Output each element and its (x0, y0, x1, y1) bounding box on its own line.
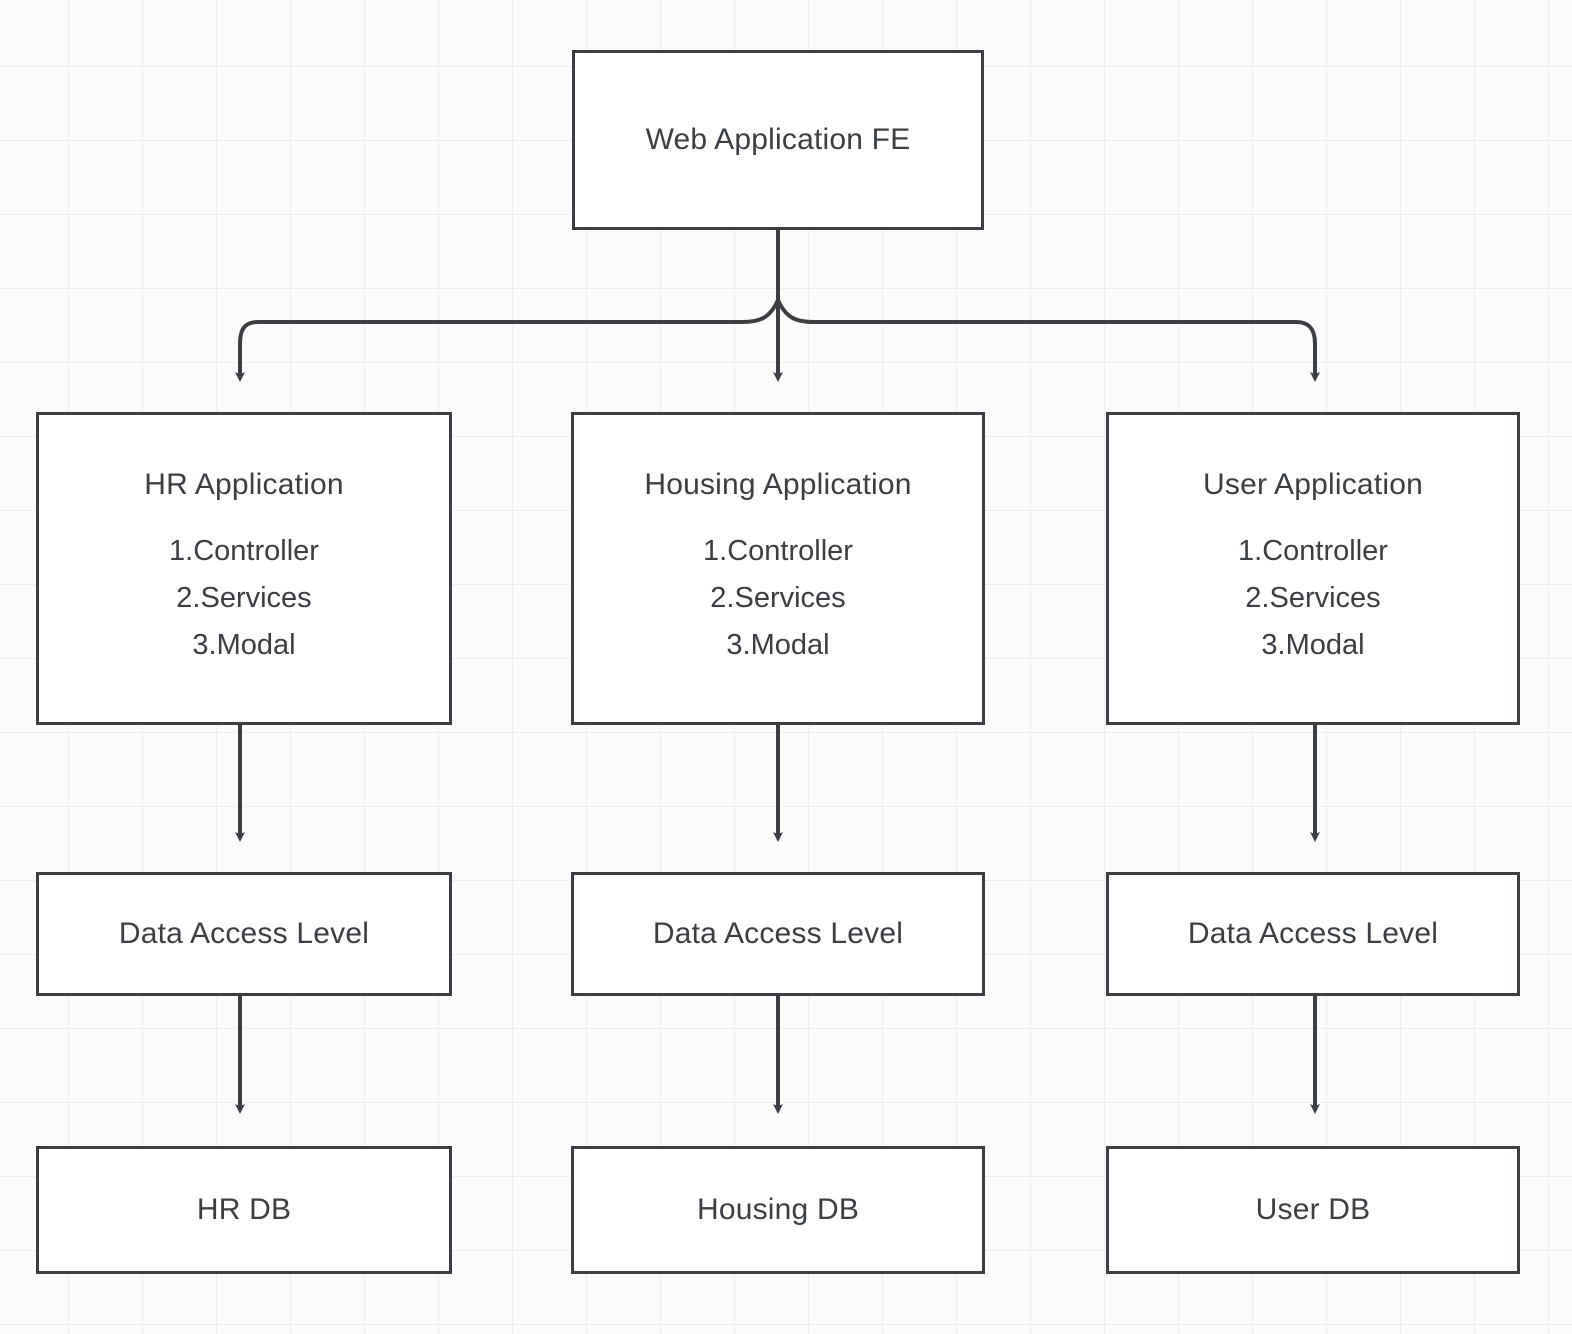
node-housing-application[interactable] (571, 412, 985, 725)
node-detail-list (169, 528, 319, 669)
node-web-application-fe[interactable] (572, 50, 984, 230)
node-title: User DB (1255, 1192, 1371, 1226)
node-detail-item: 1.Controller (1238, 535, 1388, 568)
node-hr-db[interactable] (36, 1146, 452, 1274)
node-detail-list (1238, 528, 1388, 669)
node-title: HR Application (144, 467, 344, 501)
node-user-data-access-level[interactable] (1106, 872, 1520, 996)
node-housing-db[interactable] (571, 1146, 985, 1274)
node-detail-item: 2.Services (710, 582, 846, 615)
node-title: Data Access Level (652, 916, 904, 950)
node-detail-item: 1.Controller (169, 535, 319, 568)
node-user-db[interactable] (1106, 1146, 1520, 1274)
node-title: Housing Application (644, 467, 912, 501)
node-detail-item: 2.Services (176, 582, 312, 615)
node-title: HR DB (196, 1192, 292, 1226)
node-title: User Application (1203, 467, 1423, 501)
node-title: Data Access Level (1187, 916, 1439, 950)
node-hr-application[interactable] (36, 412, 452, 725)
node-detail-item: 2.Services (1245, 582, 1381, 615)
node-title: Web Application FE (645, 122, 911, 156)
node-hr-data-access-level[interactable] (36, 872, 452, 996)
node-detail-item: 3.Modal (726, 629, 830, 662)
node-detail-item: 3.Modal (192, 629, 296, 662)
node-detail-item: 3.Modal (1261, 629, 1365, 662)
node-housing-data-access-level[interactable] (571, 872, 985, 996)
node-detail-list (703, 528, 853, 669)
edge-fe-to-user (778, 300, 1315, 378)
node-user-application[interactable] (1106, 412, 1520, 725)
edge-fe-to-hr (240, 300, 778, 378)
node-title: Housing DB (696, 1192, 860, 1226)
node-detail-item: 1.Controller (703, 535, 853, 568)
node-title: Data Access Level (118, 916, 370, 950)
